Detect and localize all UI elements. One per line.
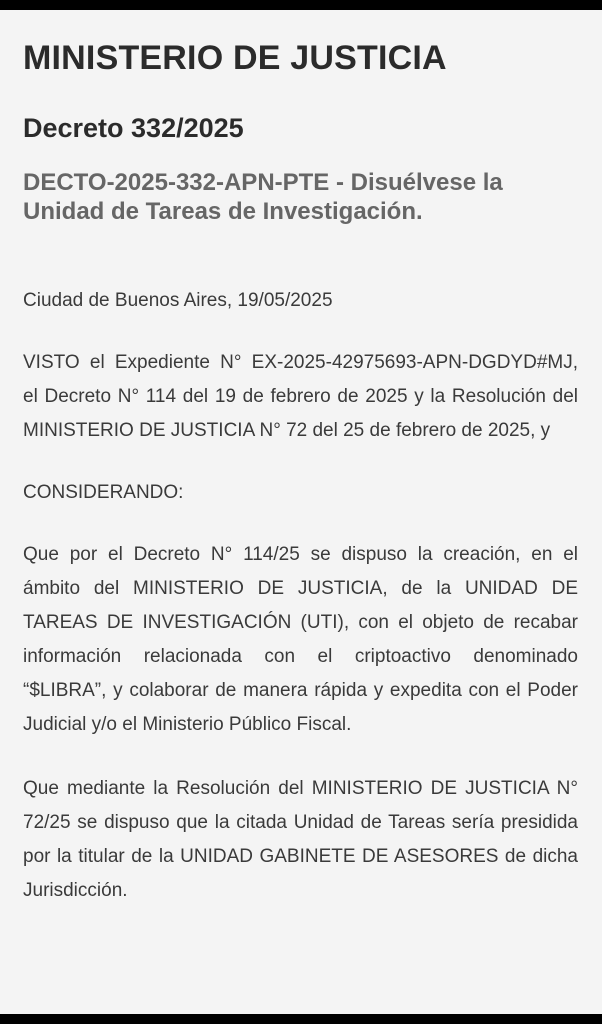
considerando-paragraph-2: Que mediante la Resolución del MINISTERIO DE JUSTICIA N° 72/25 se dispuso que la citada Unidad de Tareas sería presidida por la titular de la UNIDAD GABINETE DE ASESORES de dicha Jurisdicción. [23, 778, 578, 901]
document-page [0, 10, 602, 1014]
considerando-paragraph-1: Que por el Decreto N° 114/25 se dispuso la creación, en el ámbito del MINISTERIO DE JUSTICIA, de la UNIDAD DE TAREAS DE INVESTIGACIÓN (UTI), con el objeto de recabar información relacionada con el criptoactivo denominado “$LIBRA”, y colaborar de manera rápida y expedita con el Poder Judicial y/o el Ministerio Público Fiscal. [23, 544, 578, 735]
considerando-heading: CONSIDERANDO: [23, 482, 184, 503]
ministry-heading: MINISTERIO DE JUSTICIA [23, 39, 447, 77]
decree-subtitle: DECTO-2025-332-APN-PTE - Disuélvese la Unidad de Tareas de Investigación. [23, 169, 503, 225]
decree-title: Decreto 332/2025 [23, 113, 244, 143]
visto-paragraph: VISTO el Expediente N° EX-2025-42975693-APN-DGDYD#MJ, el Decreto N° 114 del 19 de febrero de 2025 y la Resolución del MINISTERIO DE JUSTICIA N° 72 del 25 de febrero de 2025, y [23, 352, 578, 441]
place-date: Ciudad de Buenos Aires, 19/05/2025 [23, 290, 333, 311]
